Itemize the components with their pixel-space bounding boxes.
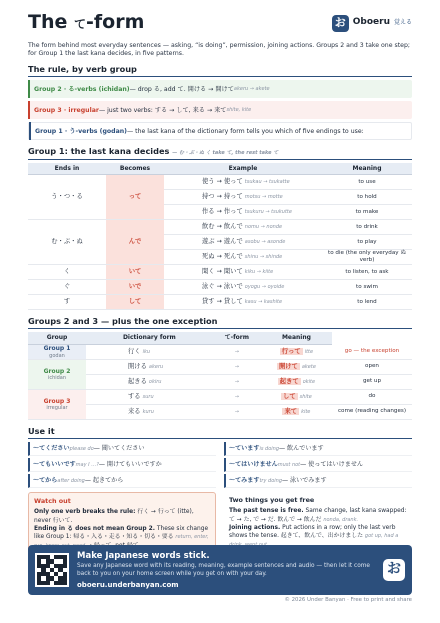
group23-table-header (28, 332, 412, 344)
meaning-cell: go — the exception (332, 344, 412, 359)
meaning-cell: to use (322, 175, 412, 190)
dict-romaji: akeru (148, 363, 164, 370)
dict-romaji: suru (142, 393, 154, 400)
dict-form: する (128, 392, 141, 400)
use-example: — 使ってはいけません (300, 460, 364, 468)
table-row (28, 295, 412, 310)
column-header: て-form (213, 332, 261, 344)
copyright-text: © 2026 Under Banyan · Free to print and share (284, 597, 412, 603)
group-cell (28, 359, 86, 389)
rule-label: Group 2 · る-verbs (ichidan) (34, 85, 130, 93)
rule-row (28, 101, 412, 119)
qr-code-icon[interactable] (35, 553, 69, 587)
rule-label: Group 3 · irregular (34, 106, 99, 114)
te-romaji: shite (299, 393, 312, 400)
arrow-cell: → (213, 344, 261, 359)
group-sub: ichidan (47, 375, 67, 381)
example-romaji: kiku → kiite (244, 269, 274, 276)
table-row (28, 389, 412, 404)
ends-in-cell: う・つ・る (28, 175, 106, 220)
example-text: 死ぬ → 死んで (202, 253, 243, 261)
free-heading: Two things you get free (229, 496, 315, 505)
te-cell (261, 389, 332, 404)
group23-heading: Groups 2 and 3 — plus the one exception (28, 316, 412, 329)
meaning-cell: to swim (322, 280, 412, 295)
te-form: 来て (284, 407, 298, 415)
te-form: 起きて (279, 377, 299, 385)
rule-text: — just two verbs: する → して, 来る → 来て (98, 106, 227, 114)
example-cell (164, 250, 322, 265)
group1-table-header (28, 163, 412, 175)
column-header: Ends in (28, 163, 106, 175)
rule-note: shite, kite (226, 107, 252, 114)
ends-in-cell: ぐ (28, 280, 106, 295)
dict-cell (86, 404, 213, 419)
promo-body: Save any Japanese word with its reading, meaning, example sentences and audio — then let it come back to you on your home screen while you get on with your day. (77, 563, 370, 577)
example-cell (164, 235, 322, 250)
use-gloss: after doing (57, 477, 85, 484)
intro-text: The form behind most everyday sentences — asking, “is doing”, permission, joining actions. Groups 2 and 3 take one step; for Group 1 the last kana decides, in five patterns. (28, 42, 410, 58)
group-cell (28, 389, 86, 419)
column-header: Becomes (106, 163, 164, 175)
rule-color-bar (29, 122, 31, 140)
dict-cell (86, 359, 213, 374)
column-header: Meaning (261, 332, 332, 344)
group-name: Group 3 (43, 397, 71, 405)
free-para-1: The past tense is free. Same change, last kana swapped: て → た, で → だ. 飲んで → 飲んだ nonda, drank. (229, 508, 407, 523)
table-row (28, 374, 412, 389)
becomes-cell: って (106, 175, 164, 220)
use-gloss: must not (277, 461, 301, 468)
example-romaji: kasu → kashite (244, 299, 283, 306)
example-romaji: oyogu → oyoide (244, 284, 285, 291)
group23-table (28, 332, 412, 420)
meaning-cell: to lend (322, 295, 412, 310)
use-it-item (28, 458, 216, 472)
example-text: 貸す → 貸して (202, 298, 243, 306)
dict-form: 起きる (128, 377, 147, 385)
group-sub: godan (49, 352, 65, 359)
becomes-cell: んで (106, 220, 164, 265)
dict-form: 開ける (128, 362, 147, 370)
example-text: 作る → 作って (202, 208, 243, 216)
example-cell (164, 205, 322, 220)
example-cell (164, 280, 322, 295)
table-row (28, 359, 412, 374)
rule-row (28, 122, 412, 140)
rule-color-bar (28, 101, 30, 119)
becomes-cell: いて (106, 265, 164, 280)
brand (332, 15, 412, 32)
header (28, 0, 412, 40)
use-example: — 飲んでいます (279, 444, 324, 452)
use-gloss: please do (69, 445, 94, 452)
table-row (28, 404, 412, 419)
example-text: 聞く → 聞いて (202, 268, 243, 276)
rule-list (28, 80, 412, 140)
te-romaji: kite (301, 408, 311, 415)
rule-heading: The rule, by verb group (28, 64, 412, 77)
watch-out-para-1: Only one verb breaks the rule: 行く → 行って (itte), never 行いて. (34, 509, 194, 524)
column-header: Group (28, 332, 86, 344)
becomes-cell: して (106, 295, 164, 310)
te-cell (261, 359, 332, 374)
rule-text: — drop る, add て. 開ける → 開けて (129, 85, 234, 93)
te-form: 開けて (278, 362, 298, 370)
te-cell (261, 374, 332, 389)
use-gloss: may I …? (75, 461, 99, 468)
use-pattern: 〜てみます (229, 476, 260, 484)
te-romaji: itte (304, 348, 314, 355)
brand-logo-icon: お (332, 15, 349, 32)
te-cell (261, 404, 332, 419)
meaning-cell: to die (the only everyday ぬ verb) (322, 250, 412, 265)
group-name: Group 2 (43, 367, 71, 375)
column-header: Dictionary form (86, 332, 213, 344)
dict-romaji: okiru (148, 378, 162, 385)
dict-romaji: iku (142, 348, 151, 355)
dict-cell (86, 374, 213, 389)
meaning-cell: to listen, to ask (322, 265, 412, 280)
group1-table-body (28, 175, 412, 310)
app-logo-icon: お (383, 559, 405, 581)
use-gloss: is doing (259, 445, 280, 452)
group23-table-body (28, 344, 412, 419)
example-romaji: asobu → asonde (244, 239, 286, 246)
use-it-item (224, 474, 412, 488)
watch-out-para-2: Ending in る does not mean Group 2. These six change like Group 1: 帰る・入る・走る・知る・切る・要る return, enter, (34, 525, 209, 541)
te-cell (261, 344, 332, 359)
becomes-cell: いで (106, 280, 164, 295)
use-example: — 起きてから (84, 476, 124, 484)
example-text: 持つ → 持って (202, 193, 243, 201)
example-text: 泳ぐ → 泳いで (202, 283, 243, 291)
brand-name: Oboeru (352, 17, 390, 28)
example-text: 遊ぶ → 遊んで (202, 238, 243, 246)
rule-row (28, 80, 412, 98)
promo-text (77, 551, 383, 590)
example-cell (164, 295, 322, 310)
arrow-cell: → (213, 359, 261, 374)
table-row (28, 265, 412, 280)
group-cell (28, 344, 86, 359)
rule-note: akeru → akete (233, 86, 270, 93)
example-cell (164, 190, 322, 205)
brand-subtitle: 覚える (393, 19, 412, 27)
example-romaji: tsukuru → tsukutte (244, 209, 292, 216)
meaning-cell: come (reading changes) (332, 404, 412, 419)
use-it-item (28, 474, 216, 488)
column-header: Example (164, 163, 322, 175)
watch-out-heading: Watch out (34, 497, 71, 506)
meaning-cell: to make (322, 205, 412, 220)
app-promo-banner[interactable] (28, 545, 412, 595)
te-form: 行って (281, 347, 301, 355)
meaning-cell: to hold (322, 190, 412, 205)
table-row (28, 344, 412, 359)
use-gloss: try doing (259, 477, 282, 484)
use-pattern: 〜ています (229, 444, 260, 452)
use-pattern: 〜てください (33, 444, 70, 452)
use-it-list (28, 442, 412, 488)
meaning-cell: to drink (322, 220, 412, 235)
use-example: — 聞いてください (93, 444, 145, 452)
dict-form: 来る (128, 407, 141, 415)
example-romaji: shinu → shinde (244, 254, 283, 261)
rule-text: — the last kana of the dictionary form tells you which of five endings to use: (126, 127, 364, 135)
rule-color-bar (28, 80, 30, 98)
dict-form: 行く (128, 347, 141, 355)
use-it-item (224, 442, 412, 456)
rule-label: Group 1 · う-verbs (godan) (35, 127, 127, 135)
example-cell (164, 220, 322, 235)
ends-in-cell: く (28, 265, 106, 280)
use-pattern: 〜てはいけません (229, 460, 278, 468)
example-cell (164, 175, 322, 190)
use-example: — 泳いでみます (282, 476, 327, 484)
arrow-cell: → (213, 389, 261, 404)
example-romaji: nomu → nonde (244, 224, 283, 231)
page-title: The て-form (28, 11, 145, 34)
group-name: Group 1 (43, 345, 71, 352)
use-pattern: 〜てもいいです (33, 460, 76, 468)
column-header: Meaning (322, 163, 412, 175)
use-it-item (28, 442, 216, 456)
table-row (28, 175, 412, 190)
example-text: 使う → 使って (202, 178, 243, 186)
dict-cell (86, 344, 213, 359)
group1-heading: Group 1: the last kana decides — む・ぶ・ぬ く take て, the rest take て (28, 146, 412, 159)
use-it-heading: Use it (28, 426, 412, 439)
free-para-2: Joining actions. Put actions in a row; only the last verb shows the tense. 起きて、飲んで、出かけました got up, had a (229, 524, 399, 540)
group1-table (28, 163, 412, 311)
example-romaji: tsukau → tsukatte (244, 179, 290, 186)
dict-romaji: kuru (142, 408, 154, 415)
meaning-cell: do (332, 389, 412, 404)
arrow-cell: → (213, 374, 261, 389)
use-example: — 開けてもいいですか (98, 460, 162, 468)
te-form: して (283, 392, 296, 400)
group-sub: irregular (46, 405, 68, 411)
ends-in-cell: む・ぶ・ぬ (28, 220, 106, 265)
use-pattern: 〜てから (33, 476, 58, 484)
example-cell (164, 265, 322, 280)
example-romaji: motsu → motte (244, 194, 283, 201)
meaning-cell: to play (322, 235, 412, 250)
promo-url-link[interactable]: oboeru.underbanyan.com (77, 580, 179, 589)
dict-cell (86, 389, 213, 404)
use-it-item (224, 458, 412, 472)
meaning-cell: get up (332, 374, 412, 389)
te-romaji: akete (301, 363, 316, 370)
promo-title: Make Japanese words stick. (77, 550, 210, 561)
ends-in-cell: す (28, 295, 106, 310)
table-row (28, 280, 412, 295)
example-text: 飲む → 飲んで (202, 223, 243, 231)
meaning-cell: open (332, 359, 412, 374)
te-romaji: okite (302, 378, 316, 385)
arrow-cell: → (213, 404, 261, 419)
table-row (28, 220, 412, 235)
